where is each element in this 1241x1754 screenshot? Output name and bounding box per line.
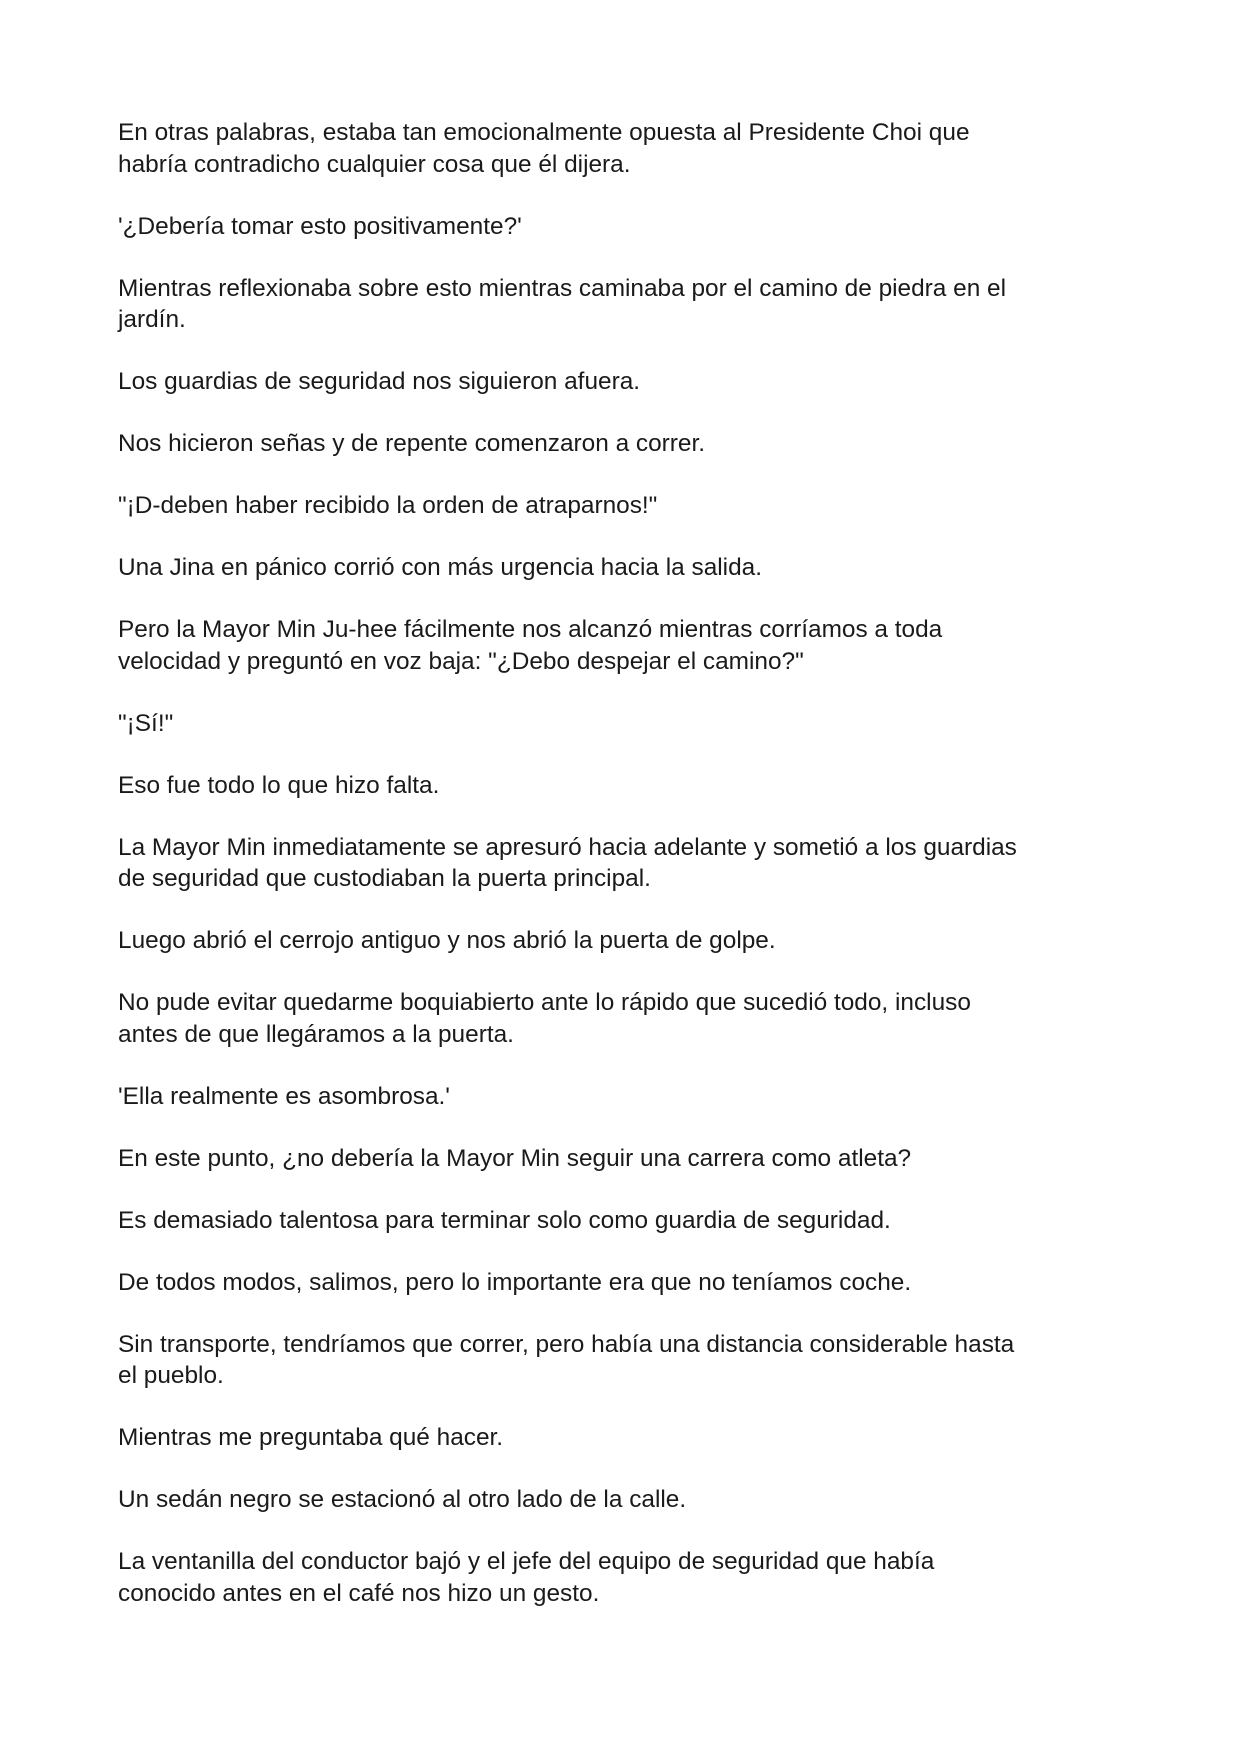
- paragraph: [118, 770, 1128, 802]
- text-line: '¿Debería tomar esto positivamente?': [118, 212, 522, 240]
- paragraph: [118, 925, 1128, 957]
- text-line: Un sedán negro se estacionó al otro lado de la calle.: [118, 1486, 687, 1513]
- text-line: Pero la Mayor Min Ju-hee fácilmente nos alcanzó mientras corríamos a toda: [118, 616, 943, 643]
- paragraph: [118, 1484, 1128, 1516]
- paragraph: [118, 832, 1128, 895]
- paragraph: [118, 428, 1128, 460]
- paragraph: [118, 1081, 1128, 1113]
- text-line: 'Ella realmente es asombrosa.': [118, 1082, 450, 1110]
- text-line: En otras palabras, estaba tan emocionalmente opuesta al Presidente Choi que: [118, 119, 970, 146]
- text-line: Una Jina en pánico corrió con más urgencia hacia la salida.: [118, 554, 763, 581]
- paragraph: [118, 1143, 1128, 1175]
- paragraph: [118, 1267, 1128, 1299]
- text-line: conocido antes en el café nos hizo un gesto.: [118, 1579, 600, 1607]
- text-line: Luego abrió el cerrojo antiguo y nos abrió la puerta de golpe.: [118, 927, 776, 954]
- text-line: La Mayor Min inmediatamente se apresuró hacia adelante y sometió a los guardias: [118, 833, 1017, 861]
- document-page: [118, 117, 1128, 1640]
- text-line: La ventanilla del conductor bajó y el jefe del equipo de seguridad que había: [118, 1548, 935, 1575]
- paragraph: [118, 987, 1128, 1050]
- paragraph: [118, 1205, 1128, 1237]
- paragraph: [118, 1546, 1128, 1609]
- text-line: Mientras reflexionaba sobre esto mientras caminaba por el camino de piedra en el: [118, 274, 1007, 302]
- text-line: Mientras me preguntaba qué hacer.: [118, 1424, 504, 1451]
- text-line: Los guardias de seguridad nos siguieron afuera.: [118, 368, 641, 395]
- text-line: "¡D-deben haber recibido la orden de atraparnos!": [118, 492, 658, 519]
- paragraph: [118, 708, 1128, 740]
- paragraph: [118, 117, 1128, 180]
- text-line: habría contradicho cualquier cosa que él dijera.: [118, 150, 631, 178]
- text-line: Eso fue todo lo que hizo falta.: [118, 771, 440, 799]
- text-line: "¡Sí!": [118, 709, 174, 737]
- text-line: velocidad y preguntó en voz baja: "¿Debo despejar el camino?": [118, 647, 804, 675]
- paragraph: [118, 1422, 1128, 1454]
- paragraph: [118, 211, 1128, 243]
- paragraph: [118, 273, 1128, 336]
- text-line: antes de que llegáramos a la puerta.: [118, 1020, 514, 1048]
- text-line: Es demasiado talentosa para terminar solo como guardia de seguridad.: [118, 1206, 891, 1234]
- text-line: No pude evitar quedarme boquiabierto ante lo rápido que sucedió todo, incluso: [118, 989, 971, 1016]
- paragraph: [118, 614, 1128, 677]
- text-line: el pueblo.: [118, 1362, 224, 1389]
- paragraph: [118, 552, 1128, 584]
- text-line: De todos modos, salimos, pero lo importante era que no teníamos coche.: [118, 1268, 912, 1296]
- text-line: Nos hicieron señas y de repente comenzaron a correr.: [118, 430, 706, 457]
- text-line: jardín.: [118, 306, 186, 333]
- paragraph: [118, 366, 1128, 398]
- text-line: En este punto, ¿no debería la Mayor Min seguir una carrera como atleta?: [118, 1144, 912, 1172]
- paragraph: [118, 490, 1128, 522]
- text-line: de seguridad que custodiaban la puerta principal.: [118, 865, 651, 892]
- text-line: Sin transporte, tendríamos que correr, pero había una distancia considerable hasta: [118, 1330, 1015, 1358]
- paragraph: [118, 1329, 1128, 1392]
